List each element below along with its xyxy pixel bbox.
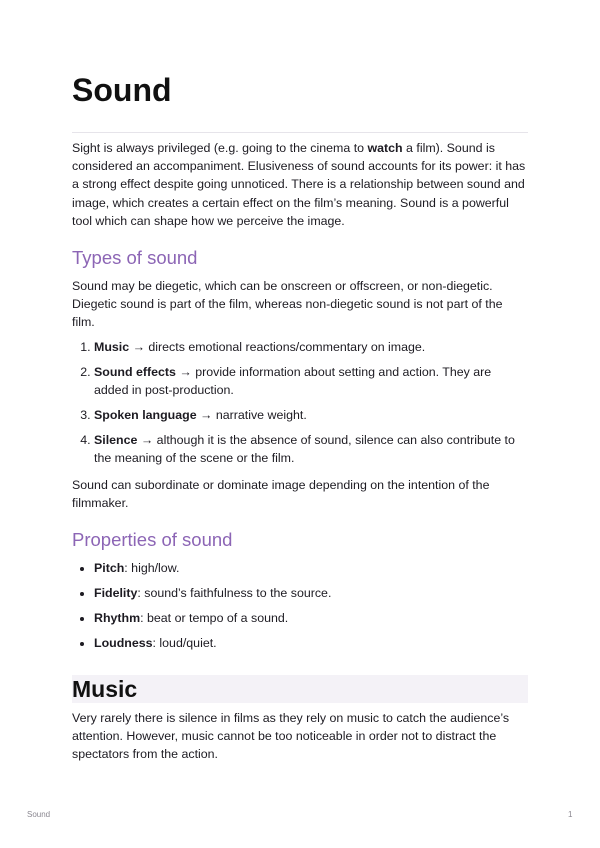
types-closing-paragraph: Sound can subordinate or dominate image depending on the intention of the filmmaker.	[72, 478, 490, 511]
list-item	[94, 634, 528, 652]
music-heading-background	[72, 675, 528, 703]
list-item	[94, 431, 528, 467]
footer-document-title: Sound	[27, 810, 51, 819]
list-item-text: : loud/quiet.	[152, 636, 217, 650]
list-item-term: Silence	[94, 433, 138, 448]
list-item	[94, 406, 528, 424]
list-item-term: Rhythm	[94, 611, 141, 625]
list-item-text: → provide information about setting and action. They are added in post-production.	[94, 365, 492, 398]
types-list	[72, 338, 528, 474]
list-item-term: Sound effects	[94, 365, 176, 379]
footer-page-number: 1	[568, 810, 573, 819]
list-item	[94, 363, 528, 399]
list-item-term: Fidelity	[94, 586, 138, 600]
list-item	[94, 338, 528, 356]
list-item-text: → although it is the absence of sound, silence can also contribute to the meaning of the scene or the film.	[94, 433, 515, 466]
list-item-text: : beat or tempo of a sound.	[140, 611, 289, 625]
list-item-text: → directs emotional reactions/commentary on image.	[129, 340, 426, 354]
list-item	[94, 609, 528, 627]
list-item-term: Loudness	[94, 636, 153, 650]
list-item-text: → narrative weight.	[196, 408, 307, 423]
list-item	[94, 559, 528, 577]
list-item-term: Pitch	[94, 561, 125, 575]
title-divider	[72, 132, 528, 133]
intro-text-start: Sight is always privileged (e.g. going to the cinema to	[72, 141, 368, 155]
intro-text-end: a film). Sound is considered an accompaniment. Elusiveness of sound accounts for its power: it has a strong effect despite going unnoticed. There is a relationship between sound and image, which creates a certain effect on the film’s meaning. Sound is a powerful tool which can shape how we perceive the image.	[72, 141, 526, 228]
types-heading: Types of sound	[72, 247, 198, 268]
types-paragraph: Sound may be diegetic, which can be onscreen or offscreen, or non-diegetic. Diegetic sound is part of the film, whereas non-diegetic sound is not part of the film.	[72, 279, 503, 330]
list-item	[94, 584, 528, 602]
list-item-term: Spoken language	[94, 408, 197, 423]
list-item-text: : high/low.	[124, 561, 180, 575]
intro-paragraph	[72, 139, 528, 230]
properties-heading: Properties of sound	[72, 529, 233, 550]
page-title: Sound	[72, 72, 172, 108]
list-item-text: : sound’s faithfulness to the source.	[137, 586, 332, 600]
properties-list	[72, 559, 528, 659]
list-item-term: Music	[94, 340, 130, 354]
intro-bold-word: watch	[367, 141, 403, 155]
music-heading: Music	[72, 676, 138, 702]
music-paragraph: Very rarely there is silence in films as they rely on music to catch the audience’s attention. However, music cannot be too noticeable in order not to distract the spectators from the action.	[72, 711, 510, 762]
